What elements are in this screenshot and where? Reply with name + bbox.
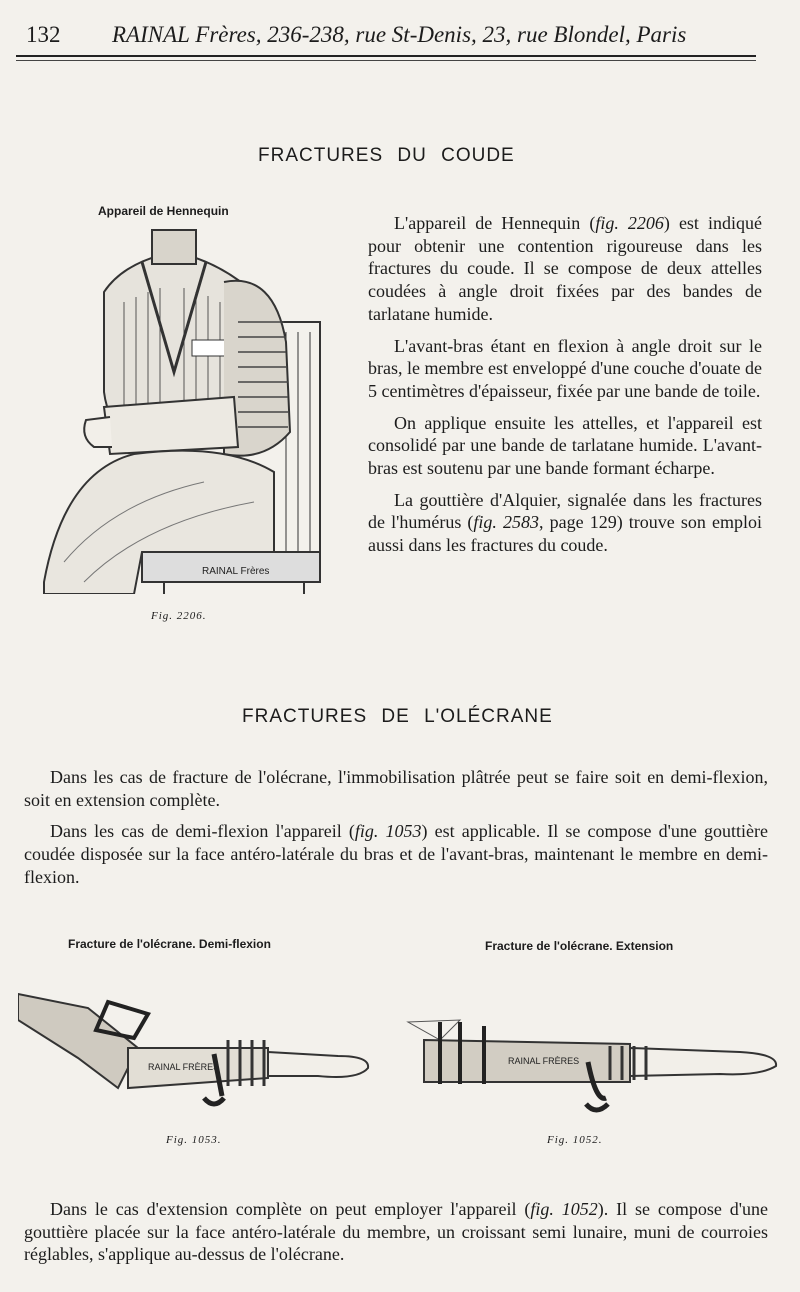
coude-paragraph: L'avant-bras étant en flexion à angle droit sur le bras, le membre est enveloppé d'une couche d'ouate de 5 centimètres d'épaisseur, fixée par une bande de toile.	[368, 335, 762, 401]
running-header	[20, 18, 760, 52]
figure-caption-hennequin: Appareil de Hennequin	[98, 204, 229, 218]
section-title-olecrane: FRACTURES DE L'OLÉCRANE	[242, 706, 553, 727]
demi-flexion-brand-mark: RAINAL FRÈRES	[148, 1062, 220, 1072]
figure-label-1052: Fig. 1052.	[547, 1134, 603, 1146]
header-rule	[16, 55, 756, 57]
coude-text-block	[368, 212, 762, 566]
olecrane-paragraph: Dans les cas de fracture de l'olécrane, l'immobilisation plâtrée peut se faire soit en demi-flexion, soit en extension complète.	[24, 767, 768, 810]
header-rule-thin	[16, 60, 756, 61]
running-head: RAINAL Frères, 236-238, rue St-Denis, 23, rue Blondel, Paris	[112, 22, 687, 47]
coude-paragraph: On applique ensuite les attelles, et l'appareil est consolidé par une bande de tarlatane humide. L'avant-bras est soutenu par une bande formant écharpe.	[368, 412, 762, 479]
extension-text-block	[24, 1198, 768, 1275]
figure-label-1053: Fig. 1053.	[166, 1134, 222, 1146]
figure-label-2206: Fig. 2206.	[151, 610, 207, 622]
coude-paragraph: La gouttière d'Alquier, signalée dans les fractures de l'humérus (fig. 2583, page 129) trouve son emploi aussi dans les fractures du coude.	[368, 489, 762, 556]
extension-brand-mark: RAINAL FRÈRES	[508, 1056, 580, 1066]
hennequin-brand-mark: RAINAL Frères	[202, 566, 270, 577]
olecrane-paragraph: Dans les cas de demi-flexion l'appareil (fig. 1053) est applicable. Il se compose d'une gouttière coudée disposée sur la face antéro-latérale du bras et de l'avant-bras, maintenant le membre en demi-flexion.	[24, 821, 768, 887]
coude-paragraph: L'appareil de Hennequin (fig. 2206) est indiqué pour obtenir une contention rigoureuse dans les fractures du coude. Il se compose de deux attelles coudées à angle droit fixées par des bandes de tarlatane humide.	[368, 213, 762, 324]
extension-splint-illustration	[400, 1012, 780, 1120]
olecrane-text-block	[24, 766, 768, 898]
demi-flexion-splint-illustration	[18, 968, 378, 1128]
hennequin-apparatus-illustration	[24, 222, 328, 594]
figure-caption-extension: Fracture de l'olécrane. Extension	[485, 939, 674, 953]
figure-caption-demi-flexion: Fracture de l'olécrane. Demi-flexion	[68, 937, 271, 951]
page-number: 132	[26, 22, 61, 47]
section-title-coude: FRACTURES DU COUDE	[258, 145, 515, 166]
extension-paragraph: Dans le cas d'extension complète on peut employer l'appareil (fig. 1052). Il se compose d'une gouttière placée sur la face antéro-latérale du membre, un croissant semi lunaire, muni de courroies réglables, s'applique au-dessus de l'olécrane.	[24, 1199, 768, 1265]
